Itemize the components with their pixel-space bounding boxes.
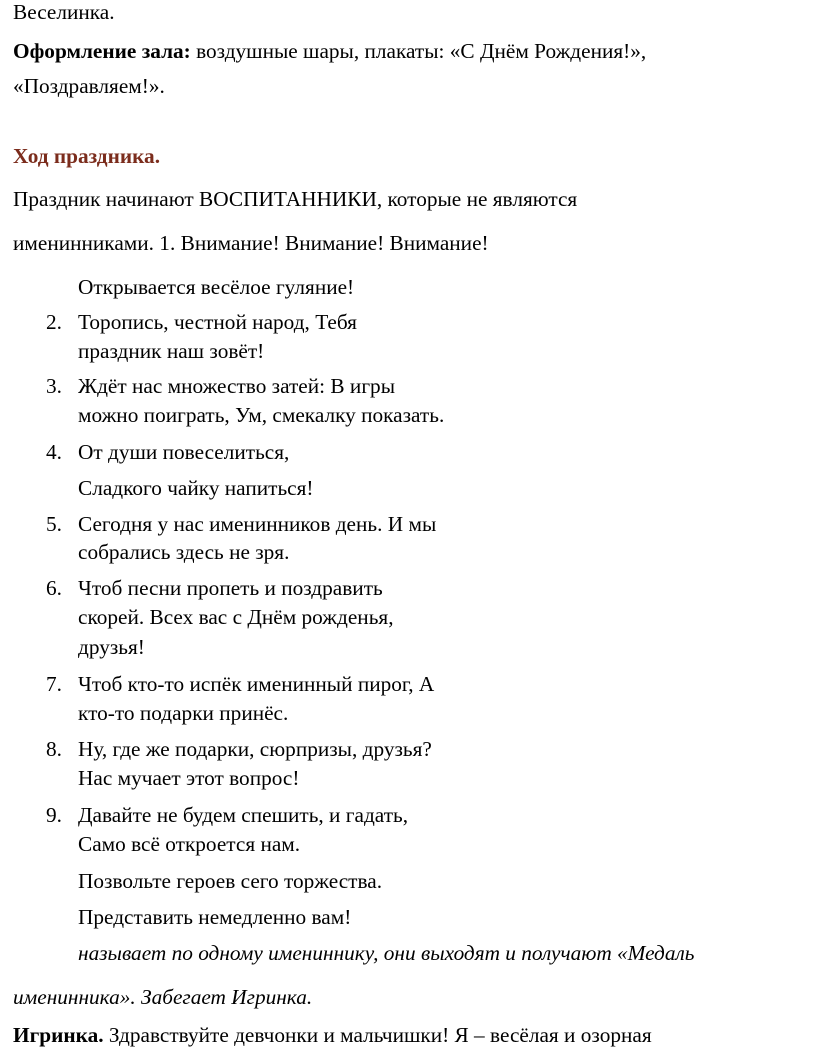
verse-line: Позвольте героев сего торжества. <box>78 869 383 893</box>
verse-line: От души повеселиться, <box>78 440 290 464</box>
verse-line: Чтоб песни пропеть и поздравить <box>78 576 383 600</box>
intro-line: Веселинка. <box>13 0 115 24</box>
verse-line: Сегодня у нас именинников день. И мы <box>78 512 437 536</box>
hall-decoration-text-cont: «Поздравляем!». <box>13 74 165 98</box>
paragraph-line: Праздник начинают ВОСПИТАННИКИ, которые не являются <box>13 187 578 211</box>
list-number: 7. <box>46 672 62 696</box>
list-number: 6. <box>46 576 62 600</box>
verse-line: Само всё откроется нам. <box>78 832 301 856</box>
verse-line: Нас мучает этот вопрос! <box>78 766 300 790</box>
list-number: 9. <box>46 803 62 827</box>
verse-line: Чтоб кто-то испёк именинный пирог, А <box>78 672 435 696</box>
list-number: 3. <box>46 374 62 398</box>
stage-direction: именинника». Забегает Игринка. <box>13 985 313 1009</box>
hall-decoration-text: воздушные шары, плакаты: «С Днём Рождения!», <box>190 39 647 63</box>
speaker-name: Игринка. <box>13 1023 104 1047</box>
list-number: 2. <box>46 310 62 334</box>
list-number: 4. <box>46 440 62 464</box>
stage-direction: называет по одному имениннику, они выходят и получают «Медаль <box>78 941 695 965</box>
verse-line: кто-то подарки принёс. <box>78 701 289 725</box>
hall-decoration-line <box>13 41 646 62</box>
verse-line: друзья! <box>78 635 145 659</box>
verse-line: Открывается весёлое гуляние! <box>78 275 355 299</box>
verse-line: Давайте не будем спешить, и гадать, <box>78 803 409 827</box>
verse-line: скорей. Всех вас с Днём рожденья, <box>78 605 394 629</box>
verse-line: Торопись, честной народ, Тебя <box>78 310 357 334</box>
verse-line: Представить немедленно вам! <box>78 905 352 929</box>
verse-line: Сладкого чайку напиться! <box>78 476 314 500</box>
list-number: 5. <box>46 512 62 536</box>
verse-line: праздник наш зовёт! <box>78 339 265 363</box>
list-number: 8. <box>46 737 62 761</box>
verse-line: Ну, где же подарки, сюрпризы, друзья? <box>78 737 432 761</box>
speaker-text: Здравствуйте девчонки и мальчишки! Я – весёлая и озорная <box>103 1023 652 1047</box>
verse-line: собрались здесь не зря. <box>78 540 290 564</box>
hall-decoration-label: Оформление зала: <box>13 39 191 63</box>
verse-line: можно поиграть, Ум, смекалку показать. <box>78 403 445 427</box>
paragraph-line: именинниками. 1. Внимание! Внимание! Внимание! <box>13 231 489 255</box>
section-heading: Ход праздника. <box>13 144 161 168</box>
verse-line: Ждёт нас множество затей: В игры <box>78 374 396 398</box>
final-line <box>13 1025 652 1046</box>
